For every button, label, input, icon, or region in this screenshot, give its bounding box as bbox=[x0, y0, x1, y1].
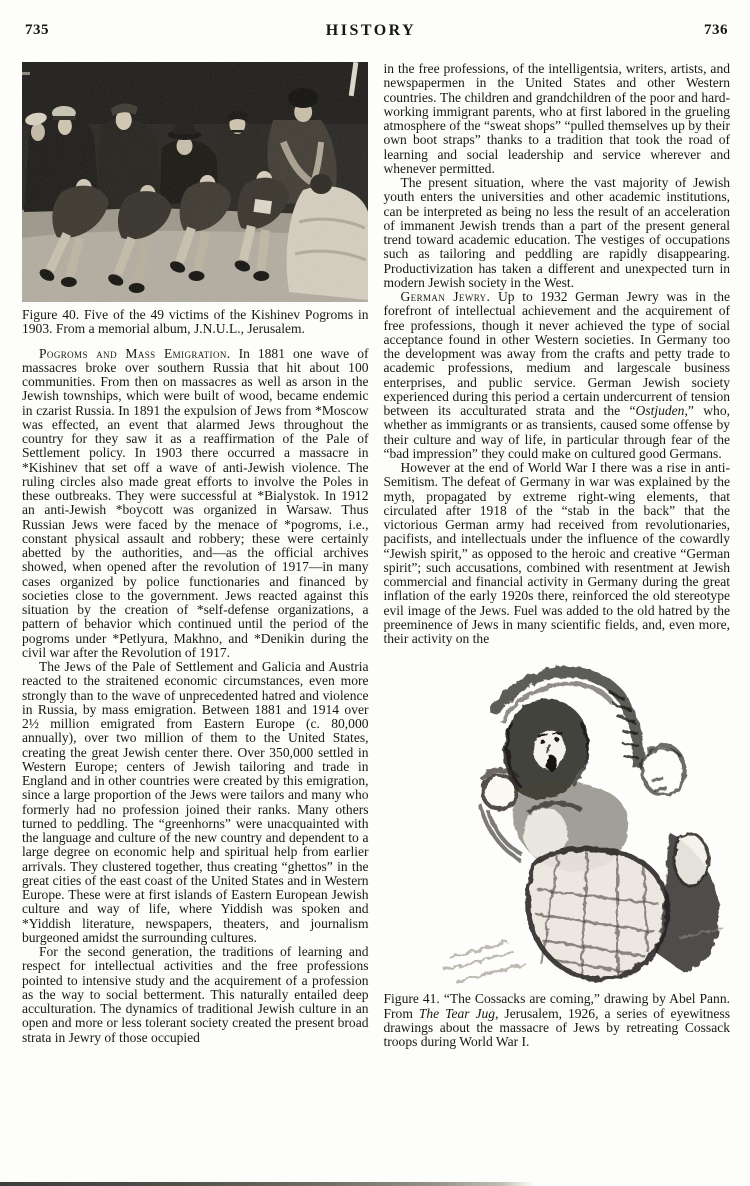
paragraph-german-jewry-italic: Ostjuden bbox=[635, 403, 685, 418]
figure41-caption-pre: Figure 41. “The Cossacks are coming,” drawing by Abel Pann. From bbox=[383, 991, 730, 1021]
figure41-drawing bbox=[384, 648, 730, 984]
figure41-block bbox=[384, 648, 730, 984]
paragraph-german-jewry-text1: Up to 1932 German Jewry was in the forefront of intellectual achievement and the acquirement of free professions, though it never achieved the type of social acceptance found in other Western societies. In Germany too the development was away from the crafts and petty trade to academic professions, medium and largescale business enterprises, and public service. German Jewish society experienced during this period a certain undercurrent of tension between its acculturated strata and the “ bbox=[383, 289, 730, 418]
paragraph-german-jewry-lead: German Jewry. bbox=[400, 289, 491, 304]
two-column-layout bbox=[22, 62, 730, 1049]
page-number-left: 735 bbox=[25, 22, 49, 38]
paragraph-second-generation: For the second generation, the traditions of learning and respect for intellectual activities and the free professions pointed to intensive study and the acquirement of a profession as the way to social betterment. This naturally entailed deep acculturation. The dynamics of traditional Jewish culture in an open and more or less tolerant society created the present broad strata in Jewry of those occupied bbox=[22, 944, 369, 1045]
right-column bbox=[384, 62, 731, 1049]
figure41-caption bbox=[384, 992, 731, 1049]
paragraph-pogroms bbox=[22, 347, 369, 661]
paragraph-pogroms-lead: Pogroms and Mass Emigration. bbox=[39, 345, 231, 361]
left-column bbox=[22, 62, 369, 1049]
page-header bbox=[0, 22, 750, 44]
bottom-scan-artifact-bar bbox=[0, 1182, 534, 1186]
paragraph-free-professions: in the free professions, of the intelligentsia, writers, artists, and newspapermen in the United States and other Western countries. The children and grandchildren of the poor and hard-working immigrant parents, who at first labored in the grueling atmosphere of the “sweat shops” “pulled themselves up by their own boot straps” thanks to a tradition that took the road of learning and social leadership and service wherever and whenever permitted. bbox=[383, 61, 730, 176]
paragraph-emigration: The Jews of the Pale of Settlement and Galicia and Austria reacted to the straitened economic circumstances, even more strongly than to the wave of unprecedented hatred and violence in Russia, by mass emigration. Between 1881 and 1914 over 2½ million emigrated from Eastern Europe (c. 80,000 annually), over two million of them to the United States, creating the great Jewish center there. Over 350,000 settled in Western Europe; centers of Jewish tailoring and trade in England and in other countries were created by this emigration, since a large proportion of the Jews were tailors and many who formerly had no profession joined their ranks. Many others turned to peddling. The “greenhorns” were unacquainted with the language and culture of the new country and dependent to a large degree on economic help and spiritual help from earlier arrivals. They clustered together, thus creating “ghettos” in the great cities of the east coast of the United States and in Western Europe. These were at first islands of Eastern European Jewish culture and way of life, where Yiddish was spoken and *Yiddish literature, newspapers, theaters, and journalism burgeoned amidst the surrounding cultures. bbox=[22, 659, 369, 945]
paragraph-present-situation: The present situation, where the vast majority of Jewish youth enters the universities and other academic institutions, can be interpreted as being no less the result of an acceleration of immanent Jewish trends than a part of the present general trend toward academic education. The vestiges of occupations such as tailoring and peddling are rapidly disappearing. Productivization has taken a different and unexpected turn in modern Jewish society in the West. bbox=[383, 175, 730, 290]
paragraph-german-jewry bbox=[384, 290, 731, 461]
paragraph-pogroms-text: In 1881 one wave of massacres broke over southern Russia that hit about 100 communities. From then on massacres as well as arson in the Jewish townships, which were built of wood, became endemic in czarist Russia. In 1891 the expulsion of Jews from *Moscow was effected, an event that alarmed Jews throughout the country for they saw it as a reaffirmation of the Pale of Settlement policy. In 1903 there occurred a massacre in *Kishinev that set off a wave of anti-Jewish violence. The ruling circles also made great efforts to involve the Poles in these outbreaks. They were successful at *Bialystok. In 1912 an anti-Jewish *boycott was organized in Warsaw. Thus Russian Jews were faced by the menace of *pogroms, i.e., constant physical assault and robbery; these were certainly abetted by the authorities, and—as the official archives showed, when opened after the revolution of 1917—in many cases organized by police functionaries and financed by societies close to the government. Jews reacted against this situation by the creation of *self-defense organizations, a pattern of behavior which continued until the period of the pogroms under *Petlyura, Makhno, and *Denikin during the civil war after the Revolution of 1917. bbox=[22, 345, 369, 660]
paragraph-anti-semitism: However at the end of World War I there was a rise in anti-Semitism. The defeat of Germany in war was explained by the myth, propagated by extreme right-wing elements, that circulated after 1918 of the “stab in the back” that the victorious German army had received from revolutionaries, pacifists, and intellectuals under the influence of the cowardly “Jewish spirit,” as opposed to the heroic and creative “German spirit”; such accusations, combined with resentment at Jewish commercial and financial activity in Germany during the great inflation of the early 1920s there, reinforced the old stereotype evil image of the Jews. Fuel was added to the old hatred by the preeminence of Jews in many scientific fields, and, even more, their activity on the bbox=[383, 460, 730, 646]
page-number-right: 736 bbox=[704, 22, 728, 38]
figure40-photo bbox=[22, 62, 368, 302]
figure41-caption-italic: The Tear Jug bbox=[418, 1005, 496, 1021]
page-title: HISTORY bbox=[325, 22, 417, 39]
figure40-caption: Figure 40. Five of the 49 victims of the Kishinev Pogroms in 1903. From a memorial album, J.N.U.L., Jerusalem. bbox=[22, 307, 369, 337]
figure41-caption-post: , Jerusalem, 1926, a series of eyewitness drawings about the massacre of Jews by retreating Cossack troops during World War I. bbox=[383, 1005, 730, 1049]
paragraph-german-jewry-text2: ,” who, whether as immigrants or as transients, caused some offense by their culture and way of life, in particular through fear of the “bad impression” they could make on cultured good Germans. bbox=[383, 403, 730, 461]
